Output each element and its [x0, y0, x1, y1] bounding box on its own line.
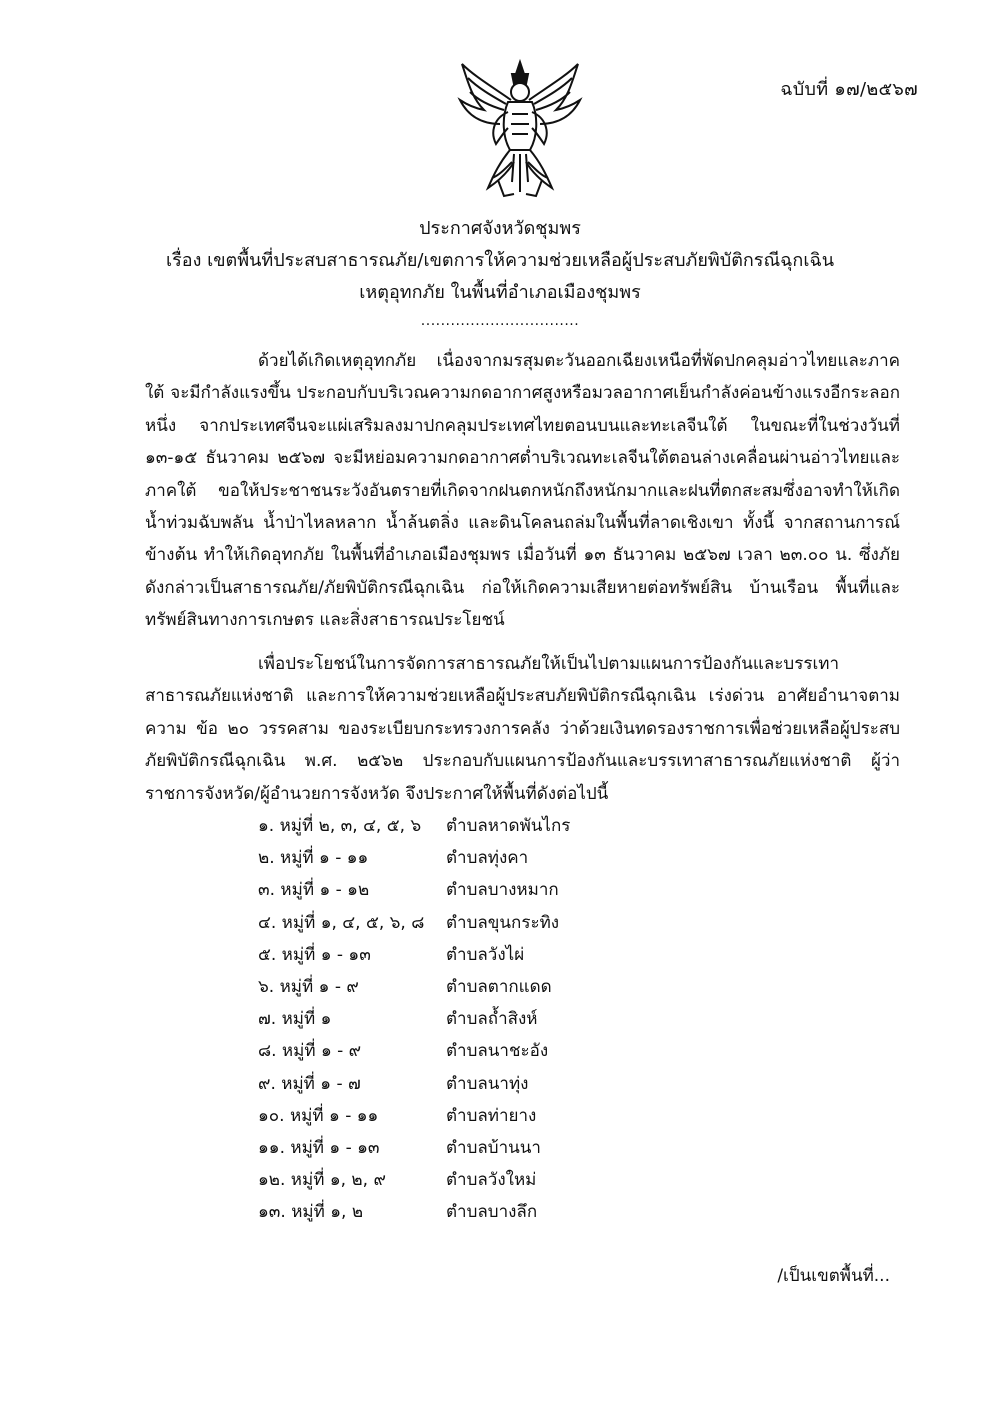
continuation-note: /เป็นเขตพื้นที่... [777, 1266, 890, 1286]
villages: ๒. หมู่ที่ ๑ - ๑๑ [258, 848, 369, 869]
villages: ๙. หมู่ที่ ๑ - ๗ [258, 1073, 361, 1094]
villages: ๖. หมู่ที่ ๑ - ๙ [258, 977, 359, 998]
list-item [258, 971, 718, 1003]
list-item [258, 907, 718, 939]
subdistrict: ตำบลบางหมาก [446, 880, 559, 901]
villages: ๘. หมู่ที่ ๑ - ๙ [258, 1041, 362, 1062]
paragraph-authority [145, 648, 900, 810]
villages: ๑. หมู่ที่ ๒, ๓, ๔, ๕, ๖ [258, 816, 422, 836]
villages: ๓. หมู่ที่ ๑ - ๑๒ [258, 880, 370, 901]
list-item [258, 1196, 718, 1228]
villages: ๑๒. หมู่ที่ ๑, ๒, ๙ [258, 1170, 386, 1191]
list-item [258, 874, 718, 906]
villages: ๕. หมู่ที่ ๑ - ๑๓ [258, 944, 371, 965]
subdistrict: ตำบลทุ่งคา [446, 848, 529, 869]
list-item [258, 810, 718, 842]
paragraph-authority-text: เพื่อประโยชน์ในการจัดการสาธารณภัยให้เป็นไปตามแผนการป้องกันและบรรเทาสาธารณภัยแห่งชาติ และการให้ความช่วยเหลือผู้ประสบภัยพิบัติกรณีฉุกเฉิน เร่งด่วน อาศัยอำนาจตามความ ข้อ ๒๐ วรรคสาม ของระเบียบกระทรวงการคลัง ว่าด้วยเงินทดรองราชการเพื่อช่วยเหลือผู้ประสบภัยพิบัติกรณีฉุกเฉิน พ.ศ. ๒๕๖๒ ประกอบกับแผนการป้องกันและบรรเทาสาธารณภัยแห่งชาติ ผู้ว่าราชการจังหวัด/ผู้อำนวยการจังหวัด จึงประกาศให้พื้นที่ดังต่อไปนี้ [145, 654, 900, 804]
list-item [258, 1164, 718, 1196]
list-item [258, 1003, 718, 1035]
paragraph-incident [145, 345, 900, 637]
announcement-title: ประกาศจังหวัดชุมพร [419, 218, 581, 239]
subdistrict: ตำบลหาดพันไกร [446, 816, 571, 836]
subdistrict: ตำบลนาชะอัง [446, 1041, 549, 1062]
villages: ๑๐. หมู่ที่ ๑ - ๑๑ [258, 1105, 379, 1126]
subdistrict: ตำบลขุนกระทิง [446, 912, 560, 933]
list-item [258, 1132, 718, 1164]
issue-number: ฉบับที่ ๑๗/๒๕๖๗ [780, 79, 918, 100]
announcement-heading [0, 213, 1000, 333]
subdistrict: ตำบลวังใหม่ [446, 1170, 537, 1191]
subdistrict: ตำบลวังไผ่ [446, 944, 525, 965]
villages: ๑๓. หมู่ที่ ๑, ๒ [258, 1202, 364, 1223]
paragraph-incident-text: ด้วยได้เกิดเหตุอุทกภัย เนื่องจากมรสุมตะวันออกเฉียงเหนือที่พัดปกคลุมอ่าวไทยและภาคใต้ จะมีกำลังแรงขึ้น ประกอบกับบริเวณความกดอากาศสูงหรือมวลอากาศเย็นกำลังค่อนข้างแรงอีกระลอกหนึ่ง จากประเทศจีนจะแผ่เสริมลงมาปกคลุมประเทศไทยตอนบนและทะเลจีนใต้ ในขณะที่ในช่วงวันที่ ๑๓-๑๕ ธันวาคม ๒๕๖๗ จะมีหย่อมความกดอากาศต่ำบริเวณทะเลจีนใต้ตอนล่างเคลื่อนผ่านอ่าวไทยและภาคใต้ ขอให้ประชาชนระวังอันตรายที่เกิดจากฝนตกหนักถึงหนักมากและฝนที่ตกสะสมซึ่งอาจทำให้เกิดน้ำท่วมฉับพลัน น้ำป่าไหลหลาก น้ำล้นตลิ่ง และดินโคลนถล่มในพื้นที่ลาดเชิงเขา ทั้งนี้ จากสถานการณ์ข้างต้น ทำให้เกิดอุทกภัย ในพื้นที่อำเภอเมืองชุมพร เมื่อวันที่ ๑๓ ธันวาคม ๒๕๖๗ เวลา ๒๓.๐๐ น. ซึ่งภัยดังกล่าวเป็นสาธารณภัย/ภัยพิบัติกรณีฉุกเฉิน ก่อให้เกิดความเสียหายต่อทรัพย์สิน บ้านเรือน พื้นที่และทรัพย์สินทางการเกษตร และสิ่งสาธารณประโยชน์ [145, 351, 900, 631]
title-separator: ................................ [420, 313, 580, 329]
villages: ๔. หมู่ที่ ๑, ๔, ๕, ๖, ๘ [258, 912, 425, 933]
list-item [258, 1100, 718, 1132]
subdistrict: ตำบลนาทุ่ง [446, 1073, 529, 1094]
subdistrict: ตำบลตากแดด [446, 977, 552, 998]
subdistrict: ตำบลถ้ำสิงห์ [446, 1009, 538, 1030]
announcement-subject-line2: เหตุอุทกภัย ในพื้นที่อำเภอเมืองชุมพร [359, 282, 641, 303]
villages: ๗. หมู่ที่ ๑ [258, 1009, 332, 1030]
subdistrict: ตำบลบ้านนา [446, 1138, 541, 1159]
list-item [258, 1035, 718, 1067]
list-item [258, 842, 718, 874]
list-item [258, 939, 718, 971]
list-item [258, 1068, 718, 1100]
subdistrict: ตำบลท่ายาง [446, 1105, 537, 1126]
announcement-subject: เรื่อง เขตพื้นที่ประสบสาธารณภัย/เขตการให้ความช่วยเหลือผู้ประสบภัยพิบัติกรณีฉุกเฉิน [165, 250, 835, 271]
garuda-emblem-icon [454, 58, 586, 200]
villages: ๑๑. หมู่ที่ ๑ - ๑๓ [258, 1138, 380, 1159]
subdistrict: ตำบลบางลึก [446, 1202, 538, 1223]
affected-area-list [258, 810, 718, 1229]
